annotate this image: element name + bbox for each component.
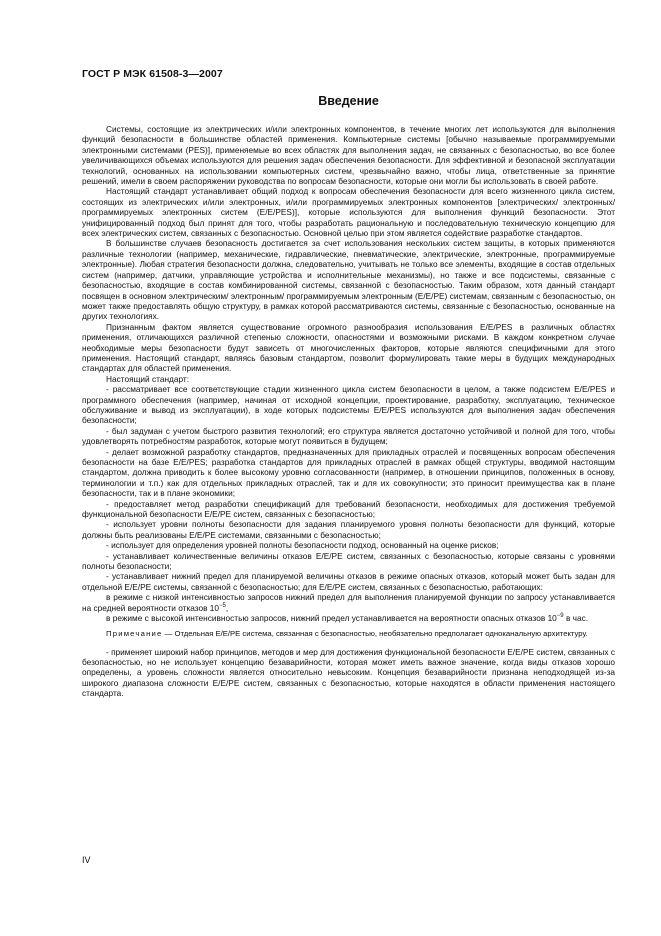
paragraph: Признанным фактом является существование огромного разнообразия использования E/E/PES в различных областях применения, отличающихся различной степенью сложности, опасностями и возможными рисками. В каждом конкретном случае необходимые меры безопасности будут зависеть от многочисленных факторов, которые являются специфичными для этого применения. Настоящий стандарт, являясь базовым стандартом, позволит формулировать такие меры в будущих международных стандартах для областей применения. [82,321,615,374]
section-title: Введение [318,94,379,108]
list-item: - был задуман с учетом быстрого развития технологий; его структура является достаточно устойчивой и полной для того, чтобы удовлетворять потребностям разработок, которые могут появиться в будущем; [82,425,615,447]
low-demand-end: , [225,602,229,613]
list-item: - применяет широкий набор принципов, методов и мер для достижения функциональной безопасности E/E/PE систем, связанных с безопасностью, но не использует концепцию безаварийности, которая может иметь важное значение, когда виды отказов хорошо определены, а уровень сложности является относительно невысоким. Концепция безаварийности признана неподходящей из-за широкого диапазона сложности E/E/PE систем, связанных с безопасностью, которые находятся в области применения настоящего стандарта. [82,646,615,699]
high-demand-text: в режиме с высокой интенсивностью запросов, нижний предел устанавливается на вероятности опасных отказов 10 [106,613,557,624]
paragraph: Настоящий стандарт устанавливает общий подход к вопросам обеспечения безопасности для всего жизненного цикла систем, состоящих из электрических и/или электронных, и/или программируемых электронных компонентов [электрических/ электронных/программируемых электронных систем (E/E/PES)], которые используются для выполнения функций безопасности. Этот унифицированный подход был принят для того, чтобы разработать рациональную и последовательную техническую концепцию для всех электрических систем, связанных с безопасностью. Основной целью при этом является содействие разработке стандартов. [82,186,615,239]
note-label: Примечание [106,628,163,638]
low-demand-text: в режиме с низкой интенсивностью запросов нижний предел для выполнения планируемой функции по запросу устанавливается на средней вероятности отказов 10 [82,592,615,613]
high-demand-end: в час. [563,613,589,624]
list-item: - предоставляет метод разработки спецификаций для требований безопасности, необходимых для достижения требуемой функциональной безопасности E/E/PE систем, связанных с безопасностью; [82,498,615,520]
note-text: — Отдельная E/E/PE система, связанная с безопасностью, необязательно предполагает одноканальную архитектуру. [162,628,588,638]
paragraph: В большинстве случаев безопасность достигается за счет использования нескольких систем защиты, в которых применяются различные технологии (например, механические, гидравлические, пневматические, электрические, электронные, программируемые электронные). Любая стратегия безопасности должна, следовательно, учитывать не только все элементы, входящие в состав отдельных систем (например, датчики, управляющие устройства и исполнительные механизмы), но также и все подсистемы, связанные с безопасностью, входящие в состав комбинированной системы, связанной с безопасностью. Таким образом, хотя данный стандарт посвящен в основном электрическим/ электронным/ программируемым электронным (E/E/PE) системам, связанным с безопасностью, он может также предоставлять общую структуру, в рамках которой рассматриваются системы, связанные с безопасностью, основанные на других технологиях. [82,238,615,322]
list-item: - делает возможной разработку стандартов, предназначенных для прикладных отраслей и посвященных вопросам обеспечения безопасности на базе E/E/PES; разработка стандартов для прикладных отраслей в рамках общей структуры, вводимой настоящим стандартом, должна приводить к более высокому уровню согласованности (например, в отношении принципов, положенных в основу, терминологии и т.п.) как для отдельных прикладных отраслей, так и для их совокупности; это приносит преимущества как в плане безопасности, так и в плане экономики; [82,446,615,499]
low-demand-exponent: −5 [219,602,226,609]
note [82,629,615,639]
list-item: - использует уровни полноты безопасности для задания планируемого уровня полноты безопасности для функций, которые должны быть реализованы E/E/PE системами, связанными с безопасностью; [82,519,615,540]
list-item: - рассматривает все соответствующие стадии жизненного цикла систем безопасности в целом, а также подсистем E/E/PES и программного обеспечения (например, начиная от исходной концепции, проектирование, разработку, эксплуатацию, техническое обслуживание и вывод из эксплуатации), в ходе которых подсистемы E/E/PES используются для выполнения задач обеспечения безопасности; [82,384,615,426]
high-demand-mode [82,613,615,623]
list-item: - устанавливает количественные величины отказов E/E/PE систем, связанных с безопасностью, которые связаны с уровнями полноты безопасности; [82,550,615,572]
list-item: - устанавливает нижний предел для планируемой величины отказов в режиме опасных отказов, который может быть задан для отдельной E/E/PE системы, связанной с безопасностью; для E/E/PE систем, связанных с безопасностью, работающих: [82,571,615,592]
page-number: IV [82,855,91,865]
paragraph: Настоящий стандарт: [106,373,190,384]
list-item: - использует для определения уровней полноты безопасности подход, основанный на оценке рисков; [106,540,499,551]
document-header: ГОСТ Р МЭК 61508-3—2007 [82,68,223,80]
paragraph: Системы, состоящие из электрических и/или электронных компонентов, в течение многих лет используются для выполнения функций безопасности в большинстве областей применения. Компьютерные системы [обычно называемые программируемыми электронными системами (PES)], применяемые во всех областях для выполнения задач, не связанных с безопасностью, во все более увеличивающихся объемах используются для решения задач обеспечения безопасности. Для эффективной и безопасной эксплуатации технологий, основанных на использовании компьютерных систем, чрезвычайно важно, чтобы лица, ответственные за принятие решений, имели в своем распоряжении руководства по вопросам безопасности, которые они могли бы использовать в своей работе. [82,124,615,187]
high-demand-exponent: −9 [556,613,564,620]
document-body [82,124,615,699]
low-demand-mode [82,592,615,613]
